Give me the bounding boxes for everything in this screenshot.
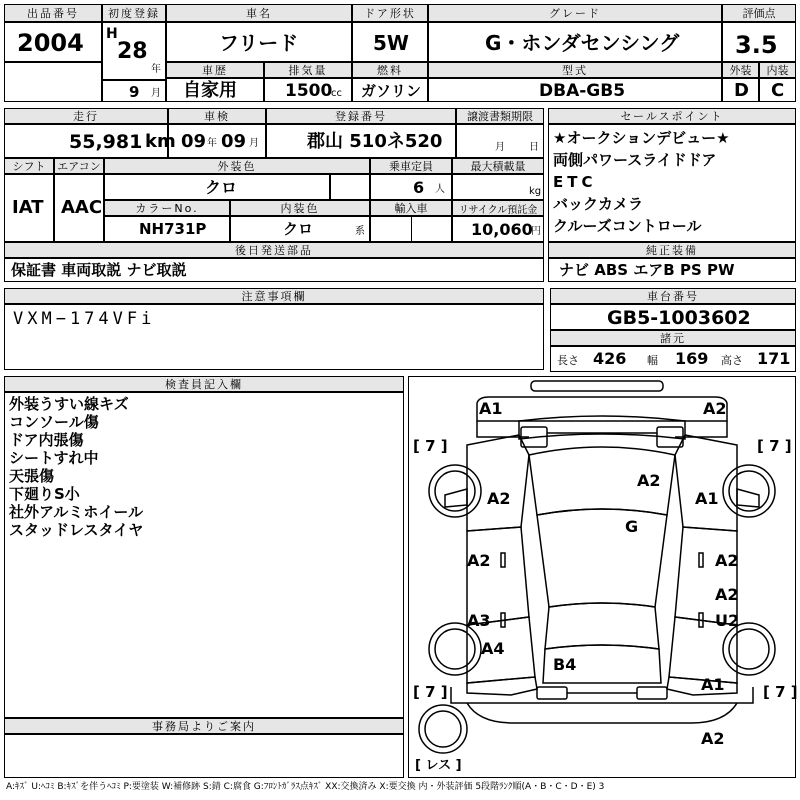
lot-no-cell: [4, 22, 102, 62]
max-load-label: 最大積載量: [452, 158, 544, 174]
capacity-cell: [370, 174, 452, 200]
lot-no: 2004: [17, 29, 84, 57]
equipment: ナビ ABS エアB PS PW: [559, 261, 735, 279]
interior: C: [771, 80, 785, 101]
chassis-cell: [550, 304, 796, 330]
damage-diagram: [408, 376, 796, 778]
inspector-label: 検査員記入欄: [4, 376, 404, 392]
shift-label: シフト: [4, 158, 54, 174]
car-name-cell: [166, 22, 352, 62]
mark-rear-bumper: A2: [701, 729, 725, 748]
width-label: 幅: [647, 354, 658, 367]
ext-color: クロ: [205, 178, 238, 197]
score-label: 評価点: [722, 4, 796, 22]
dimensions-cell: [550, 346, 796, 372]
import-cell: [370, 216, 452, 242]
inspection-cell: [168, 124, 266, 158]
color-no-cell: [104, 216, 230, 242]
score: 3.5: [735, 31, 778, 59]
sales-point-item: バックカメラ: [553, 195, 644, 213]
inspector-cell: [4, 392, 404, 718]
displacement-label: 排気量: [264, 62, 352, 78]
sales-point-item: 両側パワースライドドア: [553, 151, 717, 169]
insp-month: 09: [221, 131, 247, 152]
recycle-unit: 円: [531, 226, 541, 237]
first-reg-year: 28: [117, 39, 148, 64]
plate: 郡山 510ネ520: [307, 131, 443, 152]
exterior-cell: [722, 78, 759, 102]
ext-color-extra: [330, 174, 370, 200]
int-color: クロ: [283, 220, 314, 238]
transfer-month-unit: 月: [495, 142, 505, 153]
length-label: 長さ: [557, 354, 579, 367]
mark-rear-right: A1: [701, 675, 725, 694]
ac-label: エアコン: [54, 158, 104, 174]
plate-cell: [266, 124, 456, 158]
tire-fl: [ 7 ]: [413, 437, 448, 455]
office-label: 事務局よりご案内: [4, 718, 404, 734]
mileage: 55,981: [69, 131, 143, 153]
door: 5W: [373, 31, 409, 55]
door-cell: [352, 22, 428, 62]
lot-no-label: 出品番号: [4, 4, 102, 22]
transfer-label: 譲渡書類期限: [456, 108, 544, 124]
transfer-cell: [456, 124, 544, 158]
inspector-line: 社外アルミホイール: [9, 503, 144, 521]
displacement-unit: cc: [331, 88, 342, 99]
chassis-no: GB5-1003602: [607, 307, 751, 329]
mark-quarter-left: A4: [481, 639, 505, 658]
transfer-day-unit: 日: [529, 142, 539, 153]
recycle-cell: [452, 216, 544, 242]
ext-color-cell: [104, 174, 330, 200]
first-reg-label: 初度登録: [102, 4, 166, 22]
sales-point-item: ★オークションデビュー★: [553, 129, 730, 147]
mark-hood-left: A2: [487, 489, 511, 508]
max-load-unit: kg: [529, 186, 542, 197]
mark-pillar-right: A2: [715, 585, 739, 604]
mark-windshield: G: [625, 517, 639, 536]
equipment-cell: [548, 258, 796, 282]
sales-point-item: クルーズコントロール: [553, 217, 702, 235]
model-cell: [428, 78, 722, 102]
legend: A:ｷｽﾞ U:ﾍｺﾐ B:ｷｽﾞを伴うﾍｺﾐ P:要塗装 W:補修跡 S:錆 C:腐食 G:ﾌﾛﾝﾄｶﾞﾗｽ点ｷｽﾞ XX:交換済み X:要交換 内・外装評価 5段階ﾗﾝｸ順(A・B・C・D・E) 3: [6, 782, 605, 792]
color-no: NH731P: [139, 220, 207, 238]
grade: G・ホンダセンシング: [485, 31, 680, 55]
notes-cell: [4, 304, 544, 370]
mileage-label: 走行: [4, 108, 168, 124]
inspector-line: シートすれ中: [9, 449, 99, 467]
color-no-label: カラーNo.: [104, 200, 230, 216]
equipment-label: 純正装備: [548, 242, 796, 258]
shift: IAT: [12, 197, 44, 218]
first-reg-month: 9: [129, 83, 140, 101]
displacement: 1500: [285, 81, 333, 101]
int-color-label: 内装色: [230, 200, 370, 216]
height-label: 高さ: [721, 354, 743, 367]
tire-rr: [ 7 ]: [763, 683, 798, 701]
first-reg-month-cell: [102, 80, 166, 102]
import-label: 輸入車: [370, 200, 452, 216]
inspector-line: スタッドレスタイヤ: [9, 521, 144, 539]
recycle-label: リサイクル預託金: [452, 200, 544, 216]
chassis-label: 車台番号: [550, 288, 796, 304]
capacity-unit: 人: [435, 184, 445, 195]
history: 自家用: [183, 80, 237, 101]
later-parts: 保証書 車両取説 ナビ取説: [11, 261, 187, 279]
inspector-line: 天張傷: [9, 467, 55, 485]
capacity-label: 乗車定員: [370, 158, 452, 174]
score-cell: [722, 22, 796, 62]
height: 171: [757, 349, 791, 368]
era: H: [106, 26, 118, 42]
inspector-line: コンソール傷: [9, 413, 99, 431]
tire-rl: [ 7 ]: [413, 683, 448, 701]
mileage-cell: [4, 124, 176, 158]
car-name-label: 車名: [166, 4, 352, 22]
mark-door-fr: A2: [715, 551, 739, 570]
tire-fr: [ 7 ]: [757, 437, 792, 455]
fuel-cell: [352, 78, 428, 102]
interior-cell: [759, 78, 796, 102]
insp-year-unit: 年: [207, 138, 217, 149]
office-cell: [4, 734, 404, 778]
mark-door-rr: U2: [715, 611, 740, 630]
int-color-cell: [230, 216, 370, 242]
mark-roof-rear: B4: [553, 655, 577, 674]
mark-fender-right: A1: [695, 489, 719, 508]
exterior-label: 外装: [722, 62, 759, 78]
mark-hood-right: A2: [637, 471, 661, 490]
mark-door-rl: A3: [467, 611, 491, 630]
grade-cell: [428, 22, 722, 62]
later-parts-cell: [4, 258, 544, 282]
fuel: ガソリン: [361, 82, 422, 100]
inspector-line: ドア内張傷: [9, 431, 84, 449]
width: 169: [675, 349, 709, 368]
capacity: 6: [413, 178, 425, 197]
history-label: 車歴: [166, 62, 264, 78]
sales-points-label: セールスポイント: [548, 108, 796, 124]
model-label: 型式: [428, 62, 722, 78]
mileage-unit: km: [145, 131, 176, 152]
first-reg-year-cell: [102, 22, 166, 80]
sales-point-item: ETC: [553, 173, 597, 191]
ac-cell: [54, 174, 104, 242]
lot-no-blank: [4, 62, 102, 102]
displacement-cell: [264, 78, 352, 102]
door-label: ドア形状: [352, 4, 428, 22]
interior-label: 内装: [759, 62, 796, 78]
inspection-label: 車検: [168, 108, 266, 124]
insp-month-unit: 月: [249, 138, 259, 149]
year-unit: 年: [151, 64, 161, 75]
mark-front-left: A1: [479, 399, 503, 418]
exterior: D: [734, 80, 749, 101]
max-load-cell: [452, 174, 544, 200]
dimensions-label: 諸元: [550, 330, 796, 346]
insp-year: 09: [181, 131, 207, 152]
length: 426: [593, 349, 627, 368]
tire-spare: [ レス ]: [415, 758, 462, 773]
model: DBA-GB5: [539, 81, 626, 101]
ext-color-label: 外装色: [104, 158, 370, 174]
shift-cell: [4, 174, 54, 242]
history-cell: [166, 78, 264, 102]
car-outline: [409, 377, 795, 777]
grade-label: グレード: [428, 4, 722, 22]
fuel-label: 燃料: [352, 62, 428, 78]
inspector-line: 下廻りS小: [9, 485, 80, 503]
inspector-line: 外装うすい線キズ: [9, 395, 129, 413]
int-color-unit: 系: [355, 226, 365, 237]
ac: AAC: [61, 197, 103, 218]
car-name: フリード: [219, 31, 299, 55]
recycle: 10,060: [471, 220, 533, 239]
mark-door-fl: A2: [467, 551, 491, 570]
month-unit: 月: [151, 88, 161, 99]
plate-label: 登録番号: [266, 108, 456, 124]
notes-label: 注意事項欄: [4, 288, 544, 304]
notes-text: VXM−174VFi: [13, 309, 156, 329]
mark-front-right: A2: [703, 399, 727, 418]
sales-points-cell: [548, 124, 796, 242]
later-parts-label: 後日発送部品: [4, 242, 544, 258]
